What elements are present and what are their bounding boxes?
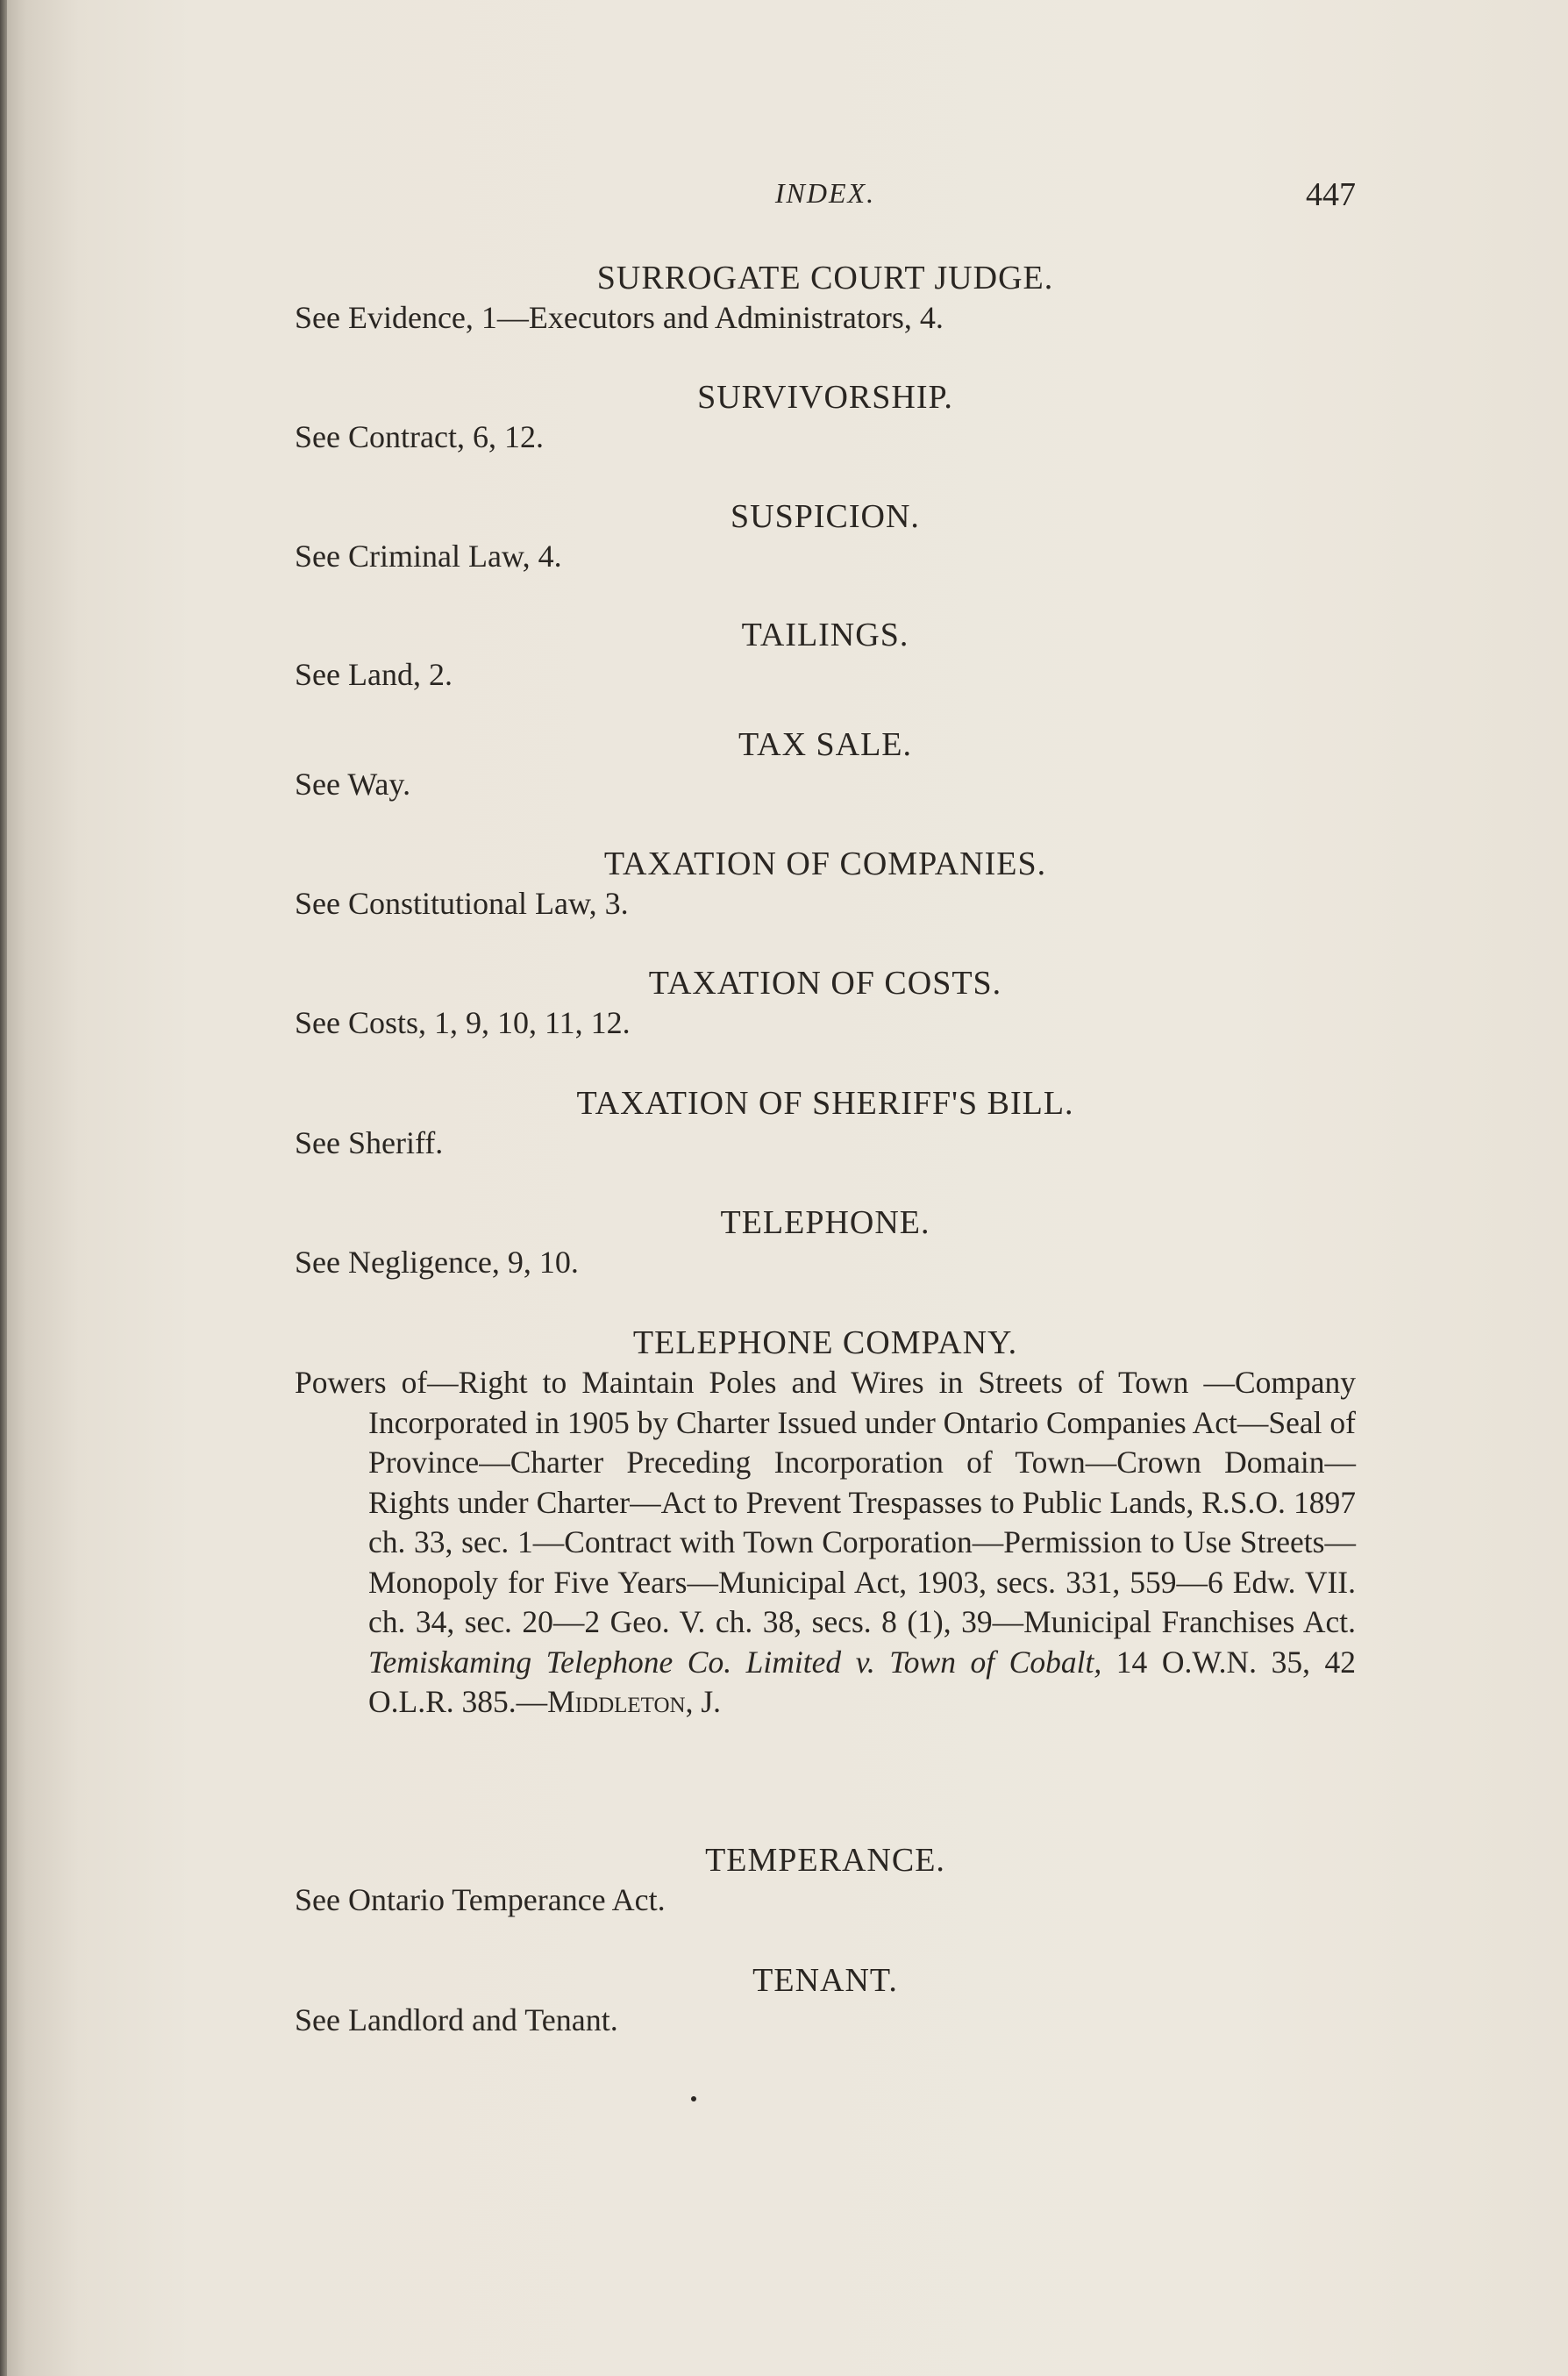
entry-heading: TELEPHONE COMPANY.: [632, 1324, 1018, 1361]
index-entry: [295, 724, 1356, 803]
book-spine-edge: [0, 0, 7, 2376]
entry-reference: See Ontario Temperance Act.: [295, 1882, 666, 1917]
entry-heading: TAX SALE.: [738, 726, 913, 763]
entry-reference: See Sheriff.: [295, 1125, 444, 1160]
entry-heading: SUSPICION.: [731, 498, 920, 535]
entry-heading: SURROGATE COURT JUDGE.: [596, 260, 1054, 296]
entry-heading: SURVIVORSHIP.: [697, 379, 953, 416]
entry-reference: See Way.: [295, 767, 411, 802]
running-head: [295, 175, 1356, 218]
entry-reference: See Negligence, 9, 10.: [295, 1245, 579, 1280]
entry-heading: TEMPERANCE.: [705, 1842, 945, 1879]
entry-reference: See Evidence, 1—Executors and Administrators, 4.: [295, 300, 944, 335]
index-entry: [295, 258, 1356, 337]
entry-reference: See Constitutional Law, 3.: [295, 886, 629, 921]
entry-reference: See Costs, 1, 9, 10, 11, 12.: [295, 1005, 631, 1040]
entry-paragraph: [295, 1363, 1356, 1723]
entry-reference: See Criminal Law, 4.: [295, 539, 562, 574]
judge-name: Middleton: [547, 1684, 686, 1719]
case-name: Temiskaming Telephone Co. Limited v. Town of Cobalt,: [368, 1644, 1102, 1680]
entry-heading: TAXATION OF SHERIFF'S BILL.: [576, 1085, 1074, 1122]
entry-heading: TENANT.: [752, 1962, 898, 1999]
page-number: 447: [1306, 176, 1356, 213]
case-citation: 14 O.W.N. 35, 42 O.L.R. 385.—: [368, 1644, 1357, 1719]
index-entry: [295, 1840, 1356, 1919]
index-entry: [295, 1323, 1356, 1723]
entry-heading: TAXATION OF COMPANIES.: [603, 846, 1047, 882]
index-entry: [295, 615, 1356, 694]
index-entry: [295, 1960, 1356, 2039]
entry-reference: See Landlord and Tenant.: [295, 2002, 618, 2037]
index-entry: [295, 844, 1356, 923]
index-entry: [295, 377, 1356, 456]
judge-suffix: , J.: [685, 1684, 722, 1719]
index-entry: [295, 1083, 1356, 1162]
index-entry: [295, 963, 1356, 1042]
entry-reference: See Land, 2.: [295, 657, 453, 692]
index-entry: [295, 496, 1356, 575]
entry-heading: TAILINGS.: [741, 617, 909, 653]
running-title: INDEX.: [774, 177, 876, 209]
entry-heading: TAXATION OF COSTS.: [648, 965, 1002, 1002]
index-entry: [295, 1202, 1356, 1281]
paragraph-body: Powers of—Right to Maintain Poles and Wires in Streets of Town —Company Incorporated in 1905 by Charter Issued under Ontario Companies Act—Seal of Province—Charter Preceding Incorporation of Town—Crown Domain—Rights under Charter—Act to Prevent Trespasses to Public Lands, R.S.O. 1897 ch. 33, sec. 1—Contract with Town Corporation—Permission to Use Streets—Monopoly for Five Years—Municipal Act, 1903, secs. 331, 559—6 Edw. VII. ch. 34, sec. 20—2 Geo. V. ch. 38, secs. 8 (1), 39—Municipal Franchises Act.: [295, 1365, 1356, 1639]
entry-reference: See Contract, 6, 12.: [295, 419, 544, 454]
entry-heading: TELEPHONE.: [720, 1204, 930, 1241]
ink-speck: [691, 2096, 696, 2101]
index-page: [295, 0, 1356, 2376]
